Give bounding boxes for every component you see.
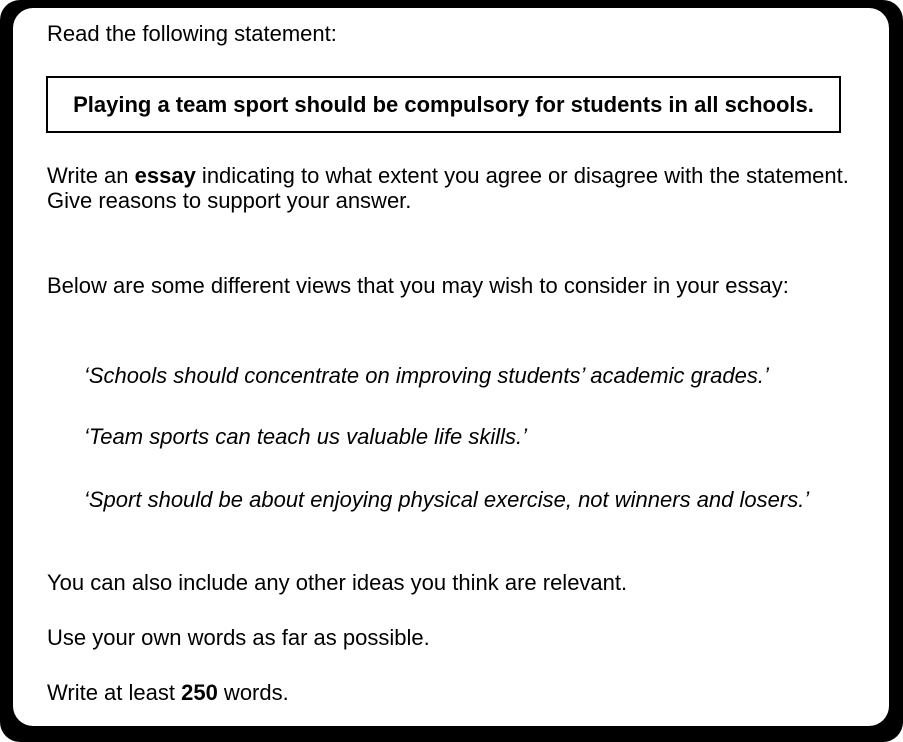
- task-text-pre: Write an: [47, 163, 135, 188]
- word-count-post: words.: [217, 680, 289, 705]
- word-count-line: [47, 680, 289, 705]
- statement-box: [46, 76, 841, 133]
- note-other-ideas: You can also include any other ideas you think are relevant.: [47, 570, 628, 595]
- task-paragraph: [47, 163, 869, 213]
- task-text-line2: Give reasons to support your answer.: [47, 188, 412, 213]
- view-quote-physical-exercise: ‘Sport should be about enjoying physical exercise, not winners and losers.’: [84, 487, 810, 512]
- task-text-post: indicating to what extent you agree or disagree with the statement.: [195, 163, 849, 188]
- views-intro-line: Below are some different views that you may wish to consider in your essay:: [47, 273, 789, 298]
- intro-line: Read the following statement:: [47, 21, 337, 46]
- statement-text: Playing a team sport should be compulsory for students in all schools.: [73, 91, 814, 117]
- task-text-bold-essay: essay: [134, 163, 196, 188]
- note-own-words: Use your own words as far as possible.: [47, 625, 430, 650]
- word-count-bold-250: 250: [181, 680, 218, 705]
- view-quote-academic-grades: ‘Schools should concentrate on improving students’ academic grades.’: [84, 363, 769, 388]
- word-count-pre: Write at least: [47, 680, 182, 705]
- view-quote-life-skills: ‘Team sports can teach us valuable life skills.’: [84, 424, 528, 449]
